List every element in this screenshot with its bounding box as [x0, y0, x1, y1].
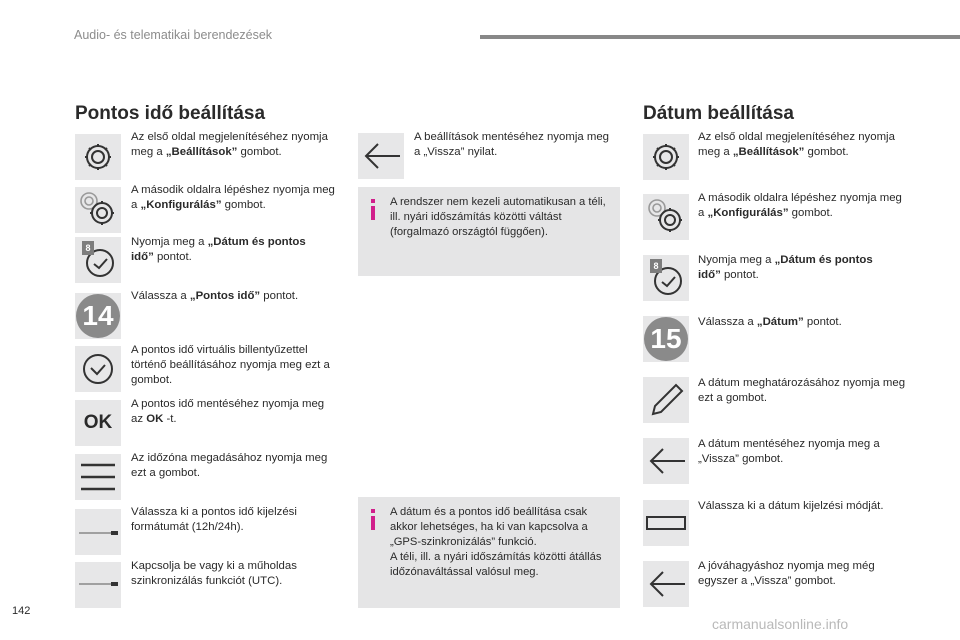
left-step-3-text: Nyomja meg a „Dátum és pontos idő” pontot. — [131, 236, 306, 263]
left-step-7-text: Az időzóna megadásához nyomja meg ezt a gombot. — [131, 452, 328, 479]
left-step-1-text: Az első oldal megjelenítéséhez nyomja meg a „Beállítások” gombot. — [131, 131, 328, 158]
date-time-icon-box — [643, 255, 689, 301]
back-button-box — [358, 133, 404, 179]
left-step-5-text: A pontos idő virtuális billentyűzettel történő beállításához nyomja meg ezt a gombot. — [131, 344, 330, 386]
back-arrow-icon — [643, 438, 689, 484]
toggle-bar-icon — [75, 509, 121, 555]
middle-step-1-text: A beállítások mentéséhez nyomja meg a „Vissza” nyilat. — [414, 131, 610, 158]
right-step-2-text: A második oldalra lépéshez nyomja meg a „Konfigurálás” gombot. — [698, 192, 902, 219]
hamburger-menu-icon — [75, 454, 121, 500]
right-section-title: Dátum beállítása — [643, 103, 794, 124]
toggle-bar-icon — [75, 562, 121, 608]
keyboard-check-icon — [75, 346, 121, 392]
left-step-6-text: A pontos idő mentéséhez nyomja meg az OK -t. — [131, 398, 325, 425]
step-number: 14 — [82, 300, 114, 331]
edit-date-button-box — [643, 377, 689, 423]
info-text-2: A dátum és a pontos idő beállítása csak akkor lehetséges, ha ki van kapcsolva a „GPS-szinkronizálás” funkció. A téli, ill. a nyári időszámítás közötti átállás időzónaváltással valósul meg. — [390, 506, 602, 578]
right-step-8-text: A jóváhagyáshoz nyomja meg még egyszer a „Vissza” gombot. — [698, 560, 875, 587]
right-step-3-text: Nyomja meg a „Dátum és pontos idő” pontot. — [698, 254, 873, 281]
info-box-1 — [358, 187, 620, 276]
info-icon — [368, 199, 378, 221]
left-step-2-text: A második oldalra lépéshez nyomja meg a „Konfigurálás” gombot. — [131, 184, 335, 211]
info-box-2 — [358, 497, 620, 608]
step-number-box — [75, 293, 121, 339]
info-icon — [368, 509, 378, 531]
configure-icon-box — [75, 187, 121, 233]
settings-icon-box — [75, 134, 121, 180]
gears-icon — [75, 187, 121, 233]
info-text-1: A rendszer nem kezeli automatikusan a téli, ill. nyári időszámítás közötti váltást (forgalmazó országtól függően). — [390, 196, 606, 238]
rectangle-icon — [643, 500, 689, 546]
gear-icon — [643, 134, 689, 180]
ok-label: OK — [83, 412, 113, 433]
left-step-8-text: Válassza ki a pontos idő kijelzési formátumát (12h/24h). — [131, 506, 297, 533]
right-step-4-text: Válassza a „Dátum” pontot. — [698, 316, 842, 328]
format-toggle-box — [75, 509, 121, 555]
header-title: Audio- és telematikai berendezések — [74, 28, 273, 42]
left-step-4-text: Válassza a „Pontos idő” pontot. — [131, 290, 299, 302]
left-section-title: Pontos idő beállítása — [75, 103, 266, 124]
right-step-5-text: A dátum meghatározásához nyomja meg ezt a gombot. — [698, 377, 906, 404]
pencil-icon — [643, 377, 689, 423]
right-step-6-text: A dátum mentéséhez nyomja meg a „Vissza” gombot. — [698, 438, 880, 465]
right-step-7-text: Válassza ki a dátum kijelzési módját. — [698, 500, 884, 512]
badge-number: 8 — [82, 241, 94, 255]
timezone-button-box — [75, 454, 121, 500]
utc-toggle-box — [75, 562, 121, 608]
left-step-9-text: Kapcsolja be vagy ki a műholdas szinkronizálás funkciót (UTC). — [131, 560, 297, 587]
header-bar — [480, 35, 960, 39]
gears-icon — [643, 194, 689, 240]
back-button-box — [643, 561, 689, 607]
back-button-box — [643, 438, 689, 484]
back-arrow-icon — [358, 133, 404, 179]
badge-number: 8 — [650, 259, 662, 273]
page-number: 142 — [12, 605, 31, 617]
step-number-box — [643, 316, 689, 362]
configure-icon-box — [643, 194, 689, 240]
gear-icon — [75, 134, 121, 180]
keyboard-button-box — [75, 346, 121, 392]
watermark: carmanualsonline.info — [712, 616, 849, 632]
date-time-icon-box — [75, 237, 121, 283]
step-number: 15 — [650, 323, 682, 354]
right-step-1-text: Az első oldal megjelenítéséhez nyomja meg a „Beállítások” gombot. — [698, 131, 895, 158]
back-arrow-icon — [643, 561, 689, 607]
ok-button-box — [75, 400, 121, 446]
date-format-box — [643, 500, 689, 546]
settings-icon-box — [643, 134, 689, 180]
